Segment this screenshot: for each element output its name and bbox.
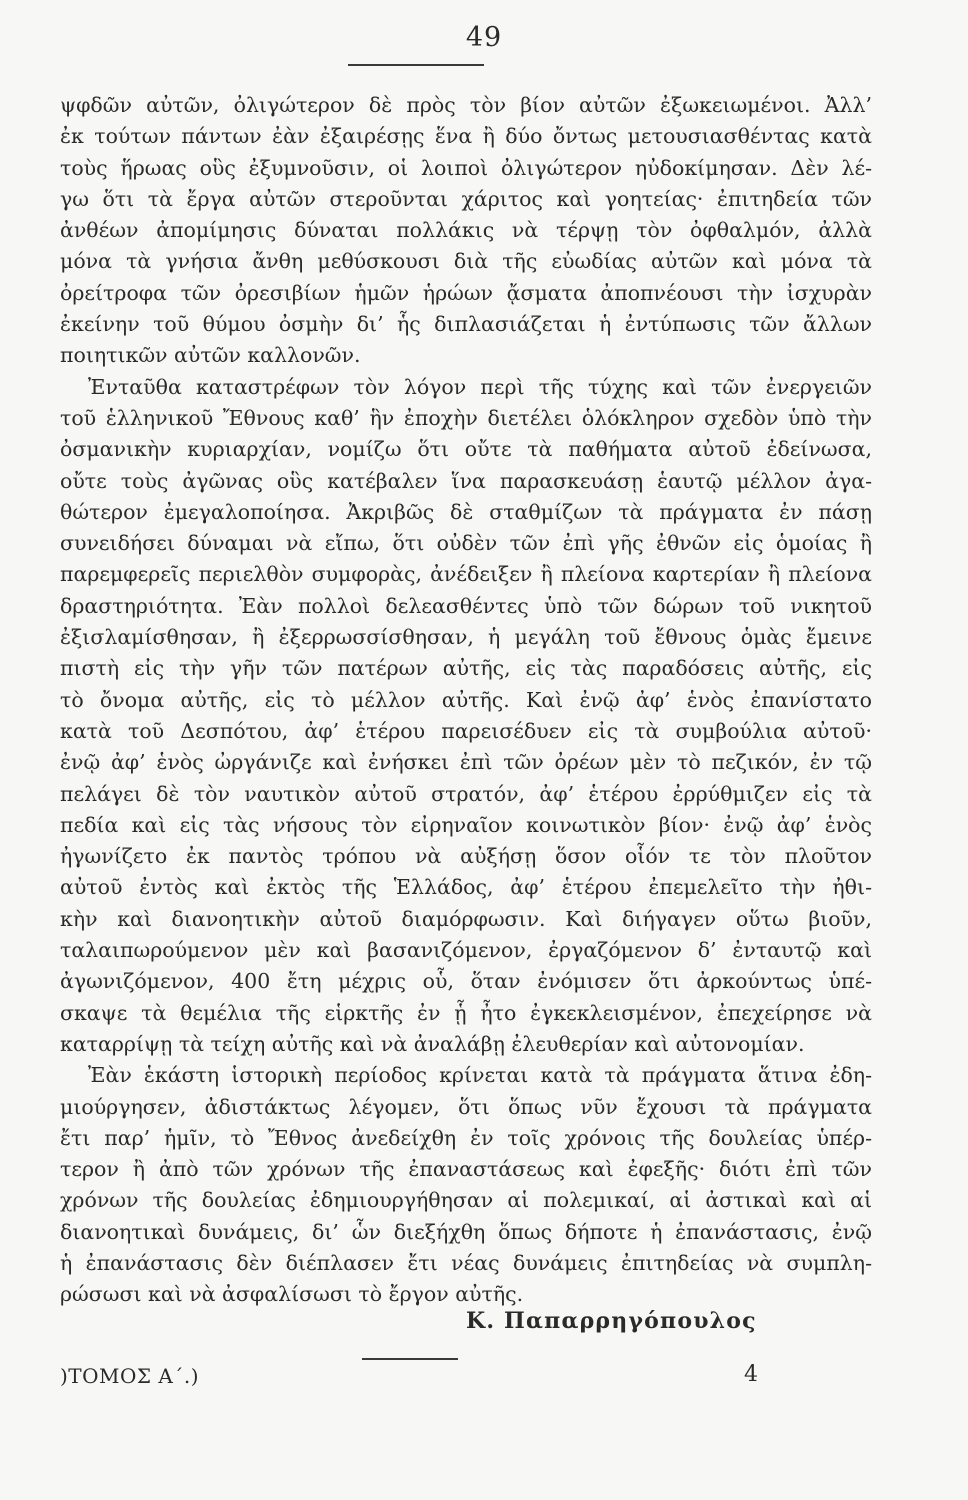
text-line: ἔτι παρ’ ἡμῖν, τὸ Ἔθνος ἀνεδείχθη ἐν τοῖς χρόνοις τῆς δουλείας ὑπέρ- (60, 1125, 872, 1150)
text-line: κὴν καὶ διανοητικὴν αὐτοῦ διαμόρφωσιν. Καὶ διήγαγεν οὕτω βιοῦν, (60, 906, 872, 931)
text-line: ρώσωσι καὶ νὰ ἀσφαλίσωσι τὸ ἔργον αὐτῆς. (60, 1282, 524, 1307)
text-line: ἀγωνιζόμενον, 400 ἔτη μέχρις οὗ, ὅταν ἐνόμισεν ὅτι ἀρκούντως ὑπέ- (60, 969, 872, 994)
text-line: τοὺς ἥρωας οὓς ἐξυμνοῦσιν, οἱ λοιποὶ ὀλιγώτερον ηὐδοκίμησαν. Δὲν λέ- (60, 155, 872, 180)
text-line: αὐτοῦ ἐντὸς καὶ ἐκτὸς τῆς Ἑλλάδος, ἀφ’ ἑτέρου ἐπεμελεῖτο τὴν ἠθι- (60, 875, 872, 900)
text-line: κατὰ τοῦ Δεσπότου, ἀφ’ ἑτέρου παρεισέδυεν εἰς τὰ συμβούλια αὐτοῦ· (60, 718, 872, 743)
text-line: ἐκ τούτων πάντων ἐὰν ἐξαιρέσῃς ἕνα ἢ δύο ὄντως μετουσιασθέντας κατὰ (60, 124, 872, 149)
text-line: χρόνων τῆς δουλείας ἐδημιουργήθησαν αἱ πολεμικαί, αἱ ἀστικαὶ καὶ αἱ (60, 1188, 872, 1213)
text-line: Ἐὰν ἑκάστη ἱστορικὴ περίοδος κρίνεται κατὰ τὰ πράγματα ἅτινα ἐδη- (88, 1063, 872, 1088)
text-line: παρεμφερεῖς περιελθὸν συμφορὰς, ἀνέδειξεν ἢ πλείονα καρτερίαν ἢ πλείονα (60, 562, 872, 587)
text-line: δραστηριότητα. Ἐὰν πολλοὶ δελεασθέντες ὑπὸ τῶν δώρων τοῦ νικητοῦ (60, 593, 872, 618)
text-line: πελάγει δὲ τὸν ναυτικὸν αὐτοῦ στρατόν, ἀφ’ ἑτέρου ἐρρύθμιζεν εἰς τὰ (60, 781, 872, 806)
text-line: μόνα τὰ γνήσια ἄνθη μεθύσκουσι διὰ τῆς εὐωδίας αὐτῶν καὶ μόνα τὰ (60, 249, 872, 274)
text-line: ποιητικῶν αὐτῶν καλλονῶν. (60, 343, 361, 368)
text-line: πεδία καὶ εἰς τὰς νήσους τὸν εἰρηναῖον κοινωτικὸν βίον· ἐνῷ ἀφ’ ἑνὸς (60, 812, 872, 837)
text-line: τερον ἢ ἀπὸ τῶν χρόνων τῆς ἐπαναστάσεως καὶ ἐφεξῆς· διότι ἐπὶ τῶν (60, 1157, 872, 1182)
text-line: ἐνῷ ἀφ’ ἑνὸς ὠργάνιζε καὶ ἐνήσκει ἐπὶ τῶν ὀρέων μὲν τὸ πεζικόν, ἐν τῷ (60, 750, 872, 775)
text-line: ψφδῶν αὐτῶν, ὀλιγώτερον δὲ πρὸς τὸν βίον αὐτῶν ἐξωκειωμένοι. Ἀλλ’ (60, 93, 872, 117)
text-line: ἠγωνίζετο ἐκ παντὸς τρόπου νὰ αὐξήσῃ ὅσον οἷόν τε τὸν πλοῦτον (60, 844, 872, 869)
text-line: καταρρίψῃ τὰ τείχη αὐτῆς καὶ νὰ ἀναλάβῃ ἐλευθερίαν καὶ αὐτονομίαν. (60, 1031, 805, 1056)
author-signature: Κ. Παπαρρηγόπουλος (466, 1308, 757, 1334)
text-line: οὔτε τοὺς ἀγῶνας οὓς κατέβαλεν ἵνα παρασκευάσῃ ἑαυτῷ μέλλον ἀγα- (60, 468, 872, 493)
text-line: συνειδήσει δύναμαι νὰ εἴπω, ὅτι οὐδὲν τῶν ἐπὶ γῆς ἐθνῶν εἰς ὁμοίας ἢ (60, 531, 872, 556)
text-line: ἐκείνην τοῦ θύμου ὀσμὴν δι’ ἧς διπλασιάζεται ἡ ἐντύπωσις τῶν ἄλλων (60, 312, 872, 337)
text-line: διανοητικαὶ δυνάμεις, δι’ ὧν διεξήχθη ὅπως δήποτε ἡ ἐπανάστασις, ἐνῷ (60, 1219, 872, 1244)
text-line: θώτερον ἐμεγαλοποίησα. Ἀκριβῶς δὲ σταθμίζων τὰ πράγματα ἐν πάσῃ (60, 499, 872, 524)
text-line: ταλαιπωρούμενον μὲν καὶ βασανιζόμενον, ἐργαζόμενον δ’ ἐνταυτῷ καὶ (60, 938, 872, 963)
signature-mark: 4 (744, 1362, 758, 1387)
text-line: μιούργησεν, ἀδιστάκτως λέγομεν, ὅτι ὅπως νῦν ἔχουσι τὰ πράγματα (60, 1094, 872, 1119)
text-line: Ἐνταῦθα καταστρέφων τὸν λόγον περὶ τῆς τύχης καὶ τῶν ἐνεργειῶν (88, 374, 872, 399)
text-line: τὸ ὄνομα αὐτῆς, εἰς τὸ μέλλον αὐτῆς. Καὶ ἐνῷ ἀφ’ ἑνὸς ἐπανίστατο (60, 687, 872, 712)
text-line: σκαψε τὰ θεμέλια τῆς εἱρκτῆς ἐν ᾗ ἦτο ἐγκεκλεισμένον, ἐπεχείρησε νὰ (60, 1000, 872, 1025)
volume-label: )ΤΟΜΟΣ Α΄.) (60, 1364, 200, 1388)
text-line: γω ὅτι τὰ ἔργα αὐτῶν στεροῦνται χάριτος καὶ γοητείας· ἐπιτηδεία τῶν (60, 186, 872, 211)
text-line: πιστὴ εἰς τὴν γῆν τῶν πατέρων αὐτῆς, εἰς τὰς παραδόσεις αὐτῆς, εἰς (60, 656, 872, 681)
text-line: ὀσμανικὴν κυριαρχίαν, νομίζω ὅτι οὔτε τὰ παθήματα αὐτοῦ ἐδείνωσα, (60, 437, 872, 462)
header-rule (348, 64, 484, 66)
body-text (60, 90, 872, 1311)
text-line: ἐξισλαμίσθησαν, ἢ ἐξερρωσσίσθησαν, ἡ μεγάλη τοῦ ἔθνους ὁμὰς ἔμεινε (60, 625, 872, 650)
text-line: ὀρείτροφα τῶν ὀρεσιβίων ἡμῶν ἡρώων ᾄσματα ἀποπνέουσι τὴν ἰσχυρὰν (60, 280, 872, 305)
page-number: 49 (465, 22, 503, 53)
footer-rule (362, 1358, 458, 1360)
text-line: ἀνθέων ἀπομίμησις δύναται πολλάκις νὰ τέρψῃ τὸν ὀφθαλμόν, ἀλλὰ (60, 218, 872, 243)
text-line: τοῦ ἑλληνικοῦ Ἔθνους καθ’ ἣν ἐποχὴν διετέλει ὁλόκληρον σχεδὸν ὑπὸ τὴν (60, 405, 872, 430)
text-line: ἡ ἐπανάστασις δὲν διέπλασεν ἔτι νέας δυνάμεις ἐπιτηδείας νὰ συμπλη- (60, 1250, 872, 1275)
